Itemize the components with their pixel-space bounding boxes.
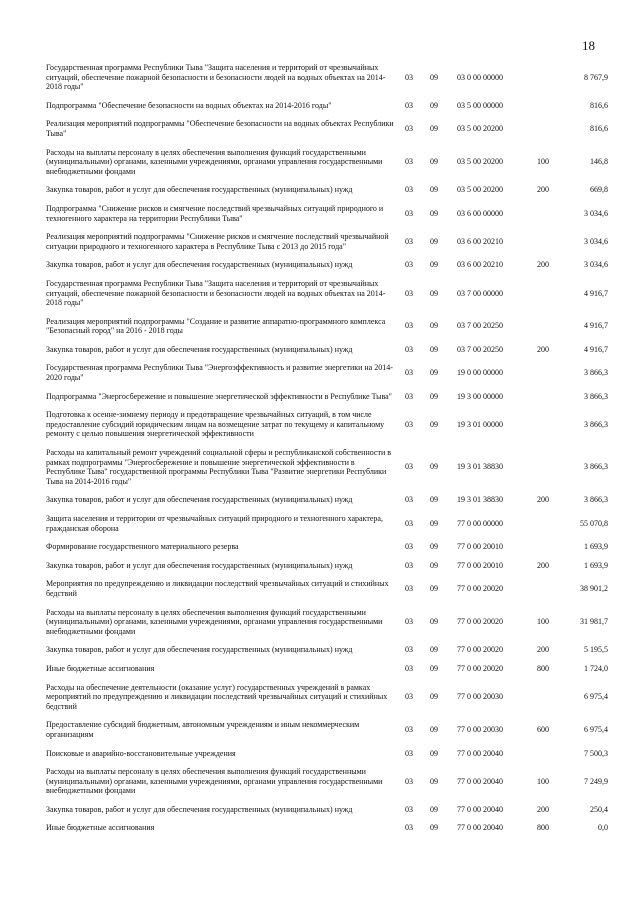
row-name: Подготовка к осенне-зимнему периоду и предотвращение чрезвычайных ситуаций, в том числе предоставление субсидий юридическим лицам на возмещение затрат по текущему и капитальному ремонту с целью повышения энергетической эффективности: [46, 410, 385, 439]
row-name: Расходы на капитальный ремонт учреждений социальной сферы и республиканской собственности в рамках подпрограммы "Энергосбережение и повышение энергетической эффективности в Республике Тыва" государственной программы Республики Тыва "Развитие энергетики Республики Тыва на 2014-2016 годы": [46, 448, 392, 486]
row-target-item: 19 3 01 38830: [457, 495, 503, 505]
row-name: Предоставление субсидий бюджетным, автономным учреждениям и иным некоммерческим организациям: [46, 720, 360, 739]
row-section: 03: [405, 584, 413, 594]
row-name: Закупка товаров, работ и услуг для обеспечения государственных (муниципальных) нужд: [46, 344, 353, 354]
row-subsection: 09: [430, 663, 438, 673]
row-expense-type: [533, 357, 565, 385]
row-amount: 3 866,3: [584, 368, 608, 378]
row-amount: 38 901,2: [580, 584, 608, 594]
row-section: 03: [405, 617, 413, 627]
row-expense-type: 800: [537, 823, 549, 833]
row-expense-type: [533, 95, 565, 114]
row-subsection: 09: [430, 391, 438, 401]
row-subsection: 09: [430, 518, 438, 528]
row-section: 03: [405, 419, 413, 429]
row-expense-type: [533, 311, 565, 339]
row-target-item: 03 6 00 20210: [457, 236, 503, 246]
row-name: Подпрограмма "Снижение рисков и смягчение последствий чрезвычайных ситуаций природного и техногенного характера на территории Республики Тыва": [46, 203, 384, 223]
row-name: Реализация мероприятий подпрограммы "Снижение рисков и смягчение последствий чрезвычайной ситуации природного и техногенного характера в Республике Тыва с 2013 до 2015 года": [46, 232, 389, 251]
row-target-item: 03 6 00 20210: [457, 260, 503, 270]
row-name: Государственная программа Республики Тыва "Защита населения и территорий от чрезвычайных ситуаций, обеспечение пожарной безопасности и безопасности людей на водных объектах на 2014-2018 годы": [46, 63, 386, 92]
row-section: 03: [405, 823, 413, 833]
row-expense-type: [533, 536, 565, 555]
row-amount: 1 724,0: [584, 663, 608, 673]
row-section: 03: [405, 663, 413, 673]
table-row: [46, 761, 608, 799]
row-amount: 0,0: [598, 823, 608, 833]
row-subsection: 09: [430, 495, 438, 505]
row-name: Формирование государственного материального резерва: [46, 542, 239, 552]
table-row: [46, 817, 608, 836]
row-section: 03: [405, 495, 413, 505]
row-amount: 816,6: [590, 100, 608, 110]
row-amount: 816,6: [590, 124, 608, 134]
row-subsection: 09: [430, 344, 438, 354]
table-row: [46, 386, 608, 405]
table-row: [46, 311, 608, 339]
table-row: [46, 555, 608, 574]
row-name: Мероприятия по предупреждению и ликвидации последствий чрезвычайных ситуаций и стихийных бедствий: [46, 579, 389, 598]
row-section: 03: [405, 804, 413, 814]
row-target-item: 03 0 00 00000: [457, 72, 503, 82]
row-subsection: 09: [430, 725, 438, 735]
row-expense-type: [533, 226, 565, 254]
row-subsection: 09: [430, 185, 438, 195]
row-subsection: 09: [430, 124, 438, 134]
row-name: Расходы на обеспечение деятельности (оказание услуг) государственных учреждений в рамках мероприятий по предупреждению и ликвидации последствий чрезвычайных ситуаций и стихийных бедствий: [46, 682, 388, 711]
row-expense-type: 200: [537, 804, 549, 814]
row-target-item: 19 3 01 00000: [457, 419, 503, 429]
row-name: Реализация мероприятий подпрограммы "Обеспечение безопасности на водных объектах Республики Тыва": [46, 119, 394, 138]
row-subsection: 09: [430, 584, 438, 594]
table-row: [46, 714, 608, 742]
row-target-item: 77 0 00 20030: [457, 725, 503, 735]
table-row: [46, 357, 608, 385]
table-row: [46, 95, 608, 114]
row-section: 03: [405, 344, 413, 354]
row-section: 03: [405, 72, 413, 82]
row-section: 03: [405, 692, 413, 702]
row-amount: 31 981,7: [580, 617, 608, 627]
row-expense-type: 200: [537, 495, 549, 505]
row-target-item: 19 3 00 00000: [457, 391, 503, 401]
row-expense-type: 200: [537, 185, 549, 195]
table-row: [46, 179, 608, 198]
row-amount: 3 034,6: [584, 208, 608, 218]
row-expense-type: 200: [537, 645, 549, 655]
row-target-item: 03 7 00 20250: [457, 344, 503, 354]
table-row: [46, 442, 608, 489]
row-name: Расходы на выплаты персоналу в целях обеспечения выполнения функций государственными (муниципальными) органами, казенными учреждениями, органами управления государственными внебюджетными фондами: [46, 607, 383, 636]
row-name: Реализация мероприятий подпрограммы "Создание и развитие аппаратно-программного комплекса "Безопасный город" на 2016 - 2018 годы: [46, 316, 386, 336]
row-target-item: 03 5 00 20200: [457, 124, 503, 134]
row-section: 03: [405, 236, 413, 246]
row-expense-type: 600: [537, 725, 549, 735]
row-amount: 1 693,9: [584, 560, 608, 570]
row-expense-type: [533, 60, 565, 95]
row-subsection: 09: [430, 288, 438, 298]
row-subsection: 09: [430, 157, 438, 167]
row-amount: 6 975,4: [584, 725, 608, 735]
table-row: [46, 254, 608, 273]
row-amount: 3 866,3: [584, 419, 608, 429]
row-section: 03: [405, 560, 413, 570]
row-name: Защита населения и территории от чрезвычайных ситуаций природного и техногенного характера, гражданская оборона: [46, 514, 383, 533]
row-subsection: 09: [430, 462, 438, 472]
row-section: 03: [405, 542, 413, 552]
table-row: [46, 602, 608, 640]
row-subsection: 09: [430, 321, 438, 331]
row-amount: 4 916,7: [584, 321, 608, 331]
table-row: [46, 743, 608, 762]
row-amount: 7 249,9: [584, 776, 608, 786]
row-amount: 3 866,3: [584, 462, 608, 472]
row-section: 03: [405, 645, 413, 655]
row-target-item: 03 5 00 00000: [457, 100, 503, 110]
row-amount: 4 916,7: [584, 288, 608, 298]
row-section: 03: [405, 391, 413, 401]
row-target-item: 77 0 00 00000: [457, 518, 503, 528]
row-amount: 3 866,3: [584, 495, 608, 505]
row-subsection: 09: [430, 645, 438, 655]
row-expense-type: 100: [537, 776, 549, 786]
row-amount: 8 767,9: [584, 72, 608, 82]
table-row: [46, 226, 608, 254]
row-name: Закупка товаров, работ и услуг для обеспечения государственных (муниципальных) нужд: [46, 645, 353, 655]
row-subsection: 09: [430, 419, 438, 429]
row-section: 03: [405, 776, 413, 786]
row-target-item: 77 0 00 20040: [457, 823, 503, 833]
table-row: [46, 508, 608, 536]
row-name: Закупка товаров, работ и услуг для обеспечения государственных (муниципальных) нужд: [46, 560, 353, 570]
row-expense-type: [533, 677, 565, 715]
row-target-item: 19 3 01 38830: [457, 462, 503, 472]
row-expense-type: [533, 508, 565, 536]
row-section: 03: [405, 462, 413, 472]
row-section: 03: [405, 100, 413, 110]
row-section: 03: [405, 208, 413, 218]
table-row: [46, 113, 608, 141]
row-section: 03: [405, 157, 413, 167]
row-expense-type: [533, 273, 565, 311]
row-name: Поисковые и аварийно-восстановительные учреждения: [46, 748, 236, 758]
row-expense-type: [533, 386, 565, 405]
row-subsection: 09: [430, 368, 438, 378]
row-section: 03: [405, 124, 413, 134]
row-subsection: 09: [430, 748, 438, 758]
row-expense-type: 200: [537, 260, 549, 270]
row-amount: 146,8: [590, 157, 608, 167]
row-subsection: 09: [430, 776, 438, 786]
row-target-item: 03 5 00 20200: [457, 157, 503, 167]
table-row: [46, 658, 608, 677]
row-subsection: 09: [430, 236, 438, 246]
row-name: Закупка товаров, работ и услуг для обеспечения государственных (муниципальных) нужд: [46, 804, 353, 814]
table-row: [46, 339, 608, 358]
budget-table: [46, 60, 608, 836]
row-subsection: 09: [430, 560, 438, 570]
row-name: Расходы на выплаты персоналу в целях обеспечения выполнения функций государственными (муниципальными) органами, казенными учреждениями, органами управления государственными внебюджетными фондами: [46, 767, 383, 796]
row-expense-type: [533, 743, 565, 762]
row-name: Иные бюджетные ассигнования: [46, 663, 155, 673]
row-name: Закупка товаров, работ и услуг для обеспечения государственных (муниципальных) нужд: [46, 185, 353, 195]
table-row: [46, 536, 608, 555]
row-subsection: 09: [430, 617, 438, 627]
row-target-item: 03 5 00 20200: [457, 185, 503, 195]
row-expense-type: 800: [537, 663, 549, 673]
row-amount: 55 070,8: [580, 518, 608, 528]
row-name: Закупка товаров, работ и услуг для обеспечения государственных (муниципальных) нужд: [46, 495, 353, 505]
row-section: 03: [405, 321, 413, 331]
table-row: [46, 60, 608, 95]
row-name: Иные бюджетные ассигнования: [46, 823, 155, 833]
row-name: Государственная программа Республики Тыва "Энергоэффективность и развитие энергетики на 2014-2020 годы": [46, 363, 393, 383]
row-name: Расходы на выплаты персоналу в целях обеспечения выполнения функций государственными (муниципальными) органами, казенными учреждениями, органами управления государственными внебюджетными фондами: [46, 147, 383, 176]
row-target-item: 77 0 00 20020: [457, 645, 503, 655]
row-section: 03: [405, 288, 413, 298]
row-amount: 7 500,3: [584, 748, 608, 758]
row-name: Подпрограмма "Энергосбережение и повышение энергетической эффективности в Республике Тыва": [46, 391, 392, 401]
row-subsection: 09: [430, 260, 438, 270]
table-row: [46, 677, 608, 715]
row-section: 03: [405, 185, 413, 195]
row-amount: 3 034,6: [584, 260, 608, 270]
row-subsection: 09: [430, 804, 438, 814]
row-subsection: 09: [430, 823, 438, 833]
row-subsection: 09: [430, 692, 438, 702]
row-subsection: 09: [430, 100, 438, 110]
row-expense-type: [533, 404, 565, 442]
table-row: [46, 142, 608, 180]
row-expense-type: 100: [537, 157, 549, 167]
row-target-item: 77 0 00 20010: [457, 560, 503, 570]
row-expense-type: 200: [537, 560, 549, 570]
row-target-item: 03 7 00 00000: [457, 288, 503, 298]
table-row: [46, 273, 608, 311]
row-section: 03: [405, 368, 413, 378]
table-row: [46, 404, 608, 442]
row-expense-type: 200: [537, 344, 549, 354]
row-target-item: 03 6 00 00000: [457, 208, 503, 218]
row-target-item: 77 0 00 20040: [457, 748, 503, 758]
row-section: 03: [405, 725, 413, 735]
row-target-item: 77 0 00 20040: [457, 804, 503, 814]
table-row: [46, 573, 608, 601]
row-target-item: 03 7 00 20250: [457, 321, 503, 331]
row-target-item: 77 0 00 20020: [457, 617, 503, 627]
row-amount: 4 916,7: [584, 344, 608, 354]
row-amount: 250,4: [590, 804, 608, 814]
table-row: [46, 489, 608, 508]
row-section: 03: [405, 518, 413, 528]
row-name: Закупка товаров, работ и услуг для обеспечения государственных (муниципальных) нужд: [46, 260, 353, 270]
row-subsection: 09: [430, 542, 438, 552]
table-row: [46, 639, 608, 658]
row-expense-type: 100: [537, 617, 549, 627]
row-subsection: 09: [430, 72, 438, 82]
row-target-item: 77 0 00 20020: [457, 584, 503, 594]
row-section: 03: [405, 748, 413, 758]
row-amount: 3 866,3: [584, 391, 608, 401]
row-expense-type: [533, 573, 565, 601]
row-target-item: 77 0 00 20020: [457, 663, 503, 673]
page-number: 18: [582, 38, 595, 53]
row-amount: 3 034,6: [584, 236, 608, 246]
row-section: 03: [405, 260, 413, 270]
row-expense-type: [533, 198, 565, 226]
row-name: Подпрограмма "Обеспечение безопасности на водных объектах на 2014-2016 годы": [46, 100, 332, 110]
budget-table-body: [46, 60, 608, 836]
row-expense-type: [533, 442, 565, 489]
row-target-item: 77 0 00 20040: [457, 776, 503, 786]
row-amount: 669,8: [590, 185, 608, 195]
row-target-item: 19 0 00 00000: [457, 368, 503, 378]
row-name: Государственная программа Республики Тыва "Защита населения и территорий от чрезвычайных ситуаций, обеспечение пожарной безопасности и безопасности людей на водных объектах на 2014-2018 годы": [46, 278, 386, 308]
table-row: [46, 198, 608, 226]
table-row: [46, 799, 608, 818]
row-expense-type: [533, 113, 565, 141]
row-amount: 5 195,5: [584, 645, 608, 655]
row-amount: 6 975,4: [584, 692, 608, 702]
row-amount: 1 693,9: [584, 542, 608, 552]
row-subsection: 09: [430, 208, 438, 218]
row-target-item: 77 0 00 20030: [457, 692, 503, 702]
row-target-item: 77 0 00 20010: [457, 542, 503, 552]
